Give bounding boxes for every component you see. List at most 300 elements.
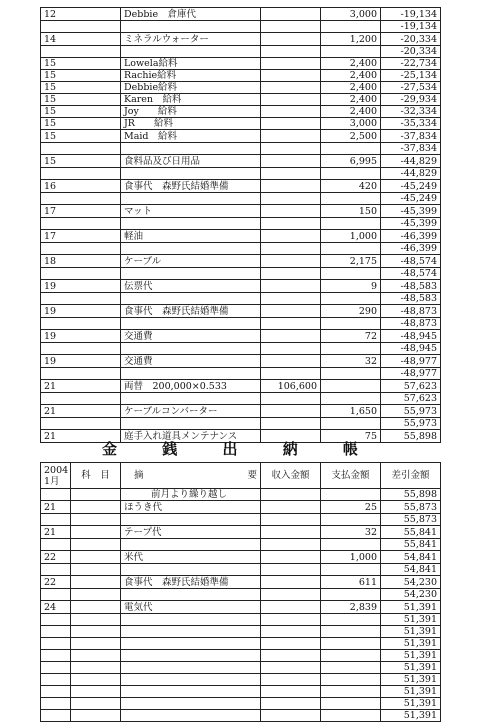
cell-income [261,280,321,293]
table-row [41,501,441,514]
cell-description [121,393,261,405]
cell-income [261,70,321,82]
cell-expense [321,418,381,430]
cell-day: 19 [41,330,121,343]
cell-expense [321,243,381,255]
cell-day [41,393,121,405]
cell-description: Debbie 倉庫代 [121,8,261,21]
cell-day: 19 [41,355,121,368]
cell-income [261,180,321,193]
header-expense: 支払金額 [321,463,381,489]
cell-expense [321,489,381,501]
cell-expense [321,514,381,526]
cell-income [261,155,321,168]
cell-income [261,551,321,564]
cell-day: 15 [41,82,121,94]
cell-income [261,368,321,380]
cell-description: Lowela給料 [121,58,261,70]
cell-income [261,330,321,343]
cell-category [71,601,121,614]
header-description [121,463,261,489]
cell-balance: -29,934 [381,94,441,106]
cell-expense: 32 [321,526,381,539]
cell-day [41,650,71,662]
cell-income [261,662,321,674]
cell-balance: -45,399 [381,205,441,218]
cell-day: 15 [41,155,121,168]
cell-income [261,489,321,501]
cell-description: マット [121,205,261,218]
table-row [41,305,441,318]
cell-income [261,255,321,268]
table-row [41,106,441,118]
cell-description [121,293,261,305]
header-date [41,463,71,489]
table-row [41,601,441,614]
cell-balance: 57,623 [381,393,441,405]
cell-expense: 2,500 [321,130,381,143]
cell-description [121,318,261,330]
cell-income [261,539,321,551]
cell-balance: -45,249 [381,180,441,193]
table-row [41,318,441,330]
cell-income [261,686,321,698]
table-row [41,576,441,589]
cell-day [41,418,121,430]
cell-expense: 2,400 [321,106,381,118]
ledger-title: 金 銭 出 納 帳 [102,440,378,458]
cell-description [121,564,261,576]
cell-balance: -19,134 [381,8,441,21]
table-row [41,343,441,355]
cell-day: 19 [41,305,121,318]
cell-day: 15 [41,58,121,70]
cell-expense [321,343,381,355]
cell-expense [321,368,381,380]
cell-balance: -32,334 [381,106,441,118]
cell-income [261,58,321,70]
table-row [41,368,441,380]
cell-balance: 55,873 [381,514,441,526]
cell-expense [321,686,381,698]
cell-balance: -44,829 [381,155,441,168]
cell-day: 21 [41,405,121,418]
table-row [41,118,441,130]
cell-income [261,405,321,418]
cell-description [121,674,261,686]
cell-balance: -19,134 [381,21,441,33]
cell-balance: -35,334 [381,118,441,130]
cell-day: 22 [41,576,71,589]
cell-expense: 611 [321,576,381,589]
cell-category [71,576,121,589]
cell-category [71,686,121,698]
table-row [41,130,441,143]
cell-expense: 3,000 [321,118,381,130]
cell-expense: 1,200 [321,33,381,46]
cell-day [41,614,71,626]
cell-balance: -46,399 [381,243,441,255]
cell-income [261,243,321,255]
cell-day [41,514,71,526]
table-row [41,33,441,46]
cell-description: Karen 給料 [121,94,261,106]
cell-income [261,526,321,539]
table-row [41,589,441,601]
cell-description: 交通費 [121,330,261,343]
table-row [41,70,441,82]
cell-description: 食事代 森野氏結婚準備 [121,576,261,589]
cell-income [261,33,321,46]
table-row [41,8,441,21]
cell-balance: -48,945 [381,330,441,343]
table-row [41,674,441,686]
cell-day: 21 [41,501,71,514]
cell-income [261,576,321,589]
cell-day: 18 [41,255,121,268]
cell-category [71,589,121,601]
cell-description: 食料品及び日用品 [121,155,261,168]
cell-description [121,368,261,380]
cell-description [121,168,261,180]
cell-day [41,143,121,155]
cell-income [261,21,321,33]
ledger-body-upper [41,8,441,443]
cell-category [71,489,121,501]
cell-expense [321,393,381,405]
cell-balance: -44,829 [381,168,441,180]
cell-category [71,526,121,539]
cell-balance: 57,623 [381,380,441,393]
cell-balance: -22,734 [381,58,441,70]
cell-description: 庭手入れ道具メンテナンス [121,430,261,443]
cell-balance: 51,391 [381,662,441,674]
cell-balance: 51,391 [381,698,441,710]
cell-balance: 54,230 [381,576,441,589]
cell-day: 15 [41,70,121,82]
cell-description [121,662,261,674]
cell-expense [321,564,381,576]
table-row [41,205,441,218]
cell-expense [321,293,381,305]
cell-balance: 55,841 [381,539,441,551]
cell-expense: 1,000 [321,230,381,243]
cell-expense: 1,650 [321,405,381,418]
cell-expense [321,268,381,280]
header-month: 1月 [44,475,60,487]
cell-description: ほうき代 [121,501,261,514]
cell-expense: 6,995 [321,155,381,168]
cell-balance: 55,973 [381,418,441,430]
table-row [41,293,441,305]
cell-description: 両替 200,000×0.533 [121,380,261,393]
cell-balance: 51,391 [381,626,441,638]
cell-income [261,564,321,576]
table-row [41,551,441,564]
cell-category [71,551,121,564]
cell-description [121,614,261,626]
cell-day: 15 [41,130,121,143]
cell-description [121,343,261,355]
cell-expense: 290 [321,305,381,318]
cell-income [261,268,321,280]
cell-balance: -37,834 [381,143,441,155]
cell-balance: -45,399 [381,218,441,230]
cell-day: 21 [41,526,71,539]
cell-description: ケーブル [121,255,261,268]
cell-day: 21 [41,380,121,393]
cell-category [71,638,121,650]
cell-balance: -27,534 [381,82,441,94]
cell-day [41,638,71,650]
cell-description: Rachie給料 [121,70,261,82]
cell-expense: 150 [321,205,381,218]
cell-balance: 54,841 [381,564,441,576]
cell-income [261,82,321,94]
cell-day [41,268,121,280]
cell-description [121,539,261,551]
table-row [41,58,441,70]
cell-balance: 51,391 [381,638,441,650]
cell-income [261,305,321,318]
cell-expense: 9 [321,280,381,293]
cell-description: Debbie給料 [121,82,261,94]
table-row [41,418,441,430]
cell-day: 16 [41,180,121,193]
cell-balance: 51,391 [381,674,441,686]
header-year: 2004 [44,464,69,476]
ledger-table-lower [40,462,441,722]
cell-description: 米代 [121,551,261,564]
table-row [41,393,441,405]
cell-income [261,501,321,514]
cell-balance: -48,977 [381,368,441,380]
table-row [41,614,441,626]
cell-balance: 55,873 [381,501,441,514]
ledger-header-row [41,463,441,489]
cell-day: 12 [41,8,121,21]
cell-description [121,589,261,601]
cell-expense [321,143,381,155]
cell-description [121,268,261,280]
cell-income [261,218,321,230]
cell-day: 15 [41,106,121,118]
cell-category [71,674,121,686]
cell-balance: -48,583 [381,293,441,305]
table-row [41,230,441,243]
cell-description: Maid 給料 [121,130,261,143]
cell-category [71,626,121,638]
cell-balance: -48,977 [381,355,441,368]
cell-expense: 32 [321,355,381,368]
cell-day [41,698,71,710]
cell-income [261,205,321,218]
cell-day: 15 [41,118,121,130]
cell-balance: -48,945 [381,343,441,355]
cell-income [261,393,321,405]
cell-description [121,418,261,430]
table-row [41,155,441,168]
table-row [41,686,441,698]
cell-income [261,8,321,21]
cell-expense [321,662,381,674]
cell-day: 19 [41,280,121,293]
cell-expense: 420 [321,180,381,193]
cell-description: 食事代 森野氏結婚準備 [121,305,261,318]
cell-balance: 51,391 [381,601,441,614]
table-row [41,514,441,526]
cell-day [41,564,71,576]
table-row [41,638,441,650]
cell-balance: -48,873 [381,318,441,330]
cell-income [261,193,321,205]
cell-balance: 51,391 [381,650,441,662]
cell-description [121,650,261,662]
header-desc-left: 摘 [134,470,144,481]
cell-day [41,343,121,355]
cell-category [71,614,121,626]
cell-income [261,614,321,626]
cell-expense: 72 [321,330,381,343]
cell-expense [321,218,381,230]
cell-expense [321,193,381,205]
cell-expense [321,650,381,662]
cell-day [41,46,121,58]
cell-income [261,94,321,106]
cell-balance: -45,249 [381,193,441,205]
cell-balance: -48,873 [381,305,441,318]
table-row [41,564,441,576]
cell-day [41,318,121,330]
table-row [41,405,441,418]
cell-day [41,539,71,551]
cell-description [121,46,261,58]
cell-category [71,650,121,662]
cell-income [261,418,321,430]
cell-description: JR 給料 [121,118,261,130]
cell-expense [321,674,381,686]
cell-expense: 3,000 [321,8,381,21]
cell-balance: -48,574 [381,268,441,280]
cell-description: ミネラルウォーター [121,33,261,46]
cell-description [121,243,261,255]
cell-day [41,626,71,638]
cell-description [121,21,261,33]
table-row [41,94,441,106]
cell-expense: 75 [321,430,381,443]
cell-balance: 55,898 [381,489,441,501]
cell-expense: 2,400 [321,94,381,106]
cell-income [261,514,321,526]
cell-balance: -46,399 [381,230,441,243]
table-row [41,168,441,180]
cell-category [71,564,121,576]
table-row [41,143,441,155]
header-balance: 差引金額 [381,463,441,489]
cell-category [71,698,121,710]
table-row [41,355,441,368]
cell-day: 24 [41,601,71,614]
table-row [41,280,441,293]
table-row [41,193,441,205]
cell-category [71,514,121,526]
cell-balance: 55,841 [381,526,441,539]
cell-income [261,230,321,243]
cell-expense [321,539,381,551]
cell-description: 軽油 [121,230,261,243]
table-row [41,255,441,268]
table-row [41,539,441,551]
cell-expense [321,698,381,710]
cell-category [71,501,121,514]
cell-balance: -37,834 [381,130,441,143]
cell-description: 伝票代 [121,280,261,293]
cell-expense: 1,000 [321,551,381,564]
cell-expense [321,21,381,33]
header-category: 科 目 [71,463,121,489]
cell-day [41,662,71,674]
cell-description [121,686,261,698]
table-row [41,218,441,230]
table-row [41,662,441,674]
cell-balance: 55,898 [381,430,441,443]
cell-expense: 2,400 [321,82,381,94]
cell-balance: -48,583 [381,280,441,293]
cell-description: ケーブルコンバーター [121,405,261,418]
cell-category [71,662,121,674]
cell-day [41,21,121,33]
cell-balance: -25,134 [381,70,441,82]
header-income: 収入金額 [261,463,321,489]
cell-balance: -48,574 [381,255,441,268]
table-row [41,380,441,393]
cell-description: 前月より繰り越し [121,489,261,501]
table-row [41,82,441,94]
table-row [41,330,441,343]
cell-balance: 51,391 [381,614,441,626]
table-row [41,180,441,193]
cell-income [261,106,321,118]
cell-balance: 54,841 [381,551,441,564]
table-row [41,268,441,280]
cell-expense: 2,400 [321,58,381,70]
header-desc-right: 要 [247,470,257,481]
cell-description [121,143,261,155]
cell-expense [321,46,381,58]
table-row [41,698,441,710]
cell-description [121,638,261,650]
cell-description: 食事代 森野氏結婚準備 [121,180,261,193]
cell-expense: 2,400 [321,70,381,82]
cell-description: Joy 給料 [121,106,261,118]
cell-expense [321,626,381,638]
cell-income: 106,600 [261,380,321,393]
cell-expense: 2,175 [321,255,381,268]
cell-day [41,368,121,380]
table-row [41,46,441,58]
table-row [41,21,441,33]
cell-day [41,589,71,601]
cell-day: 15 [41,94,121,106]
cell-income [261,318,321,330]
cell-expense [321,589,381,601]
cell-description: 交通費 [121,355,261,368]
ledger-table-upper [40,7,441,443]
cell-balance: 54,230 [381,589,441,601]
cell-income [261,355,321,368]
cell-day [41,193,121,205]
cell-day [41,168,121,180]
